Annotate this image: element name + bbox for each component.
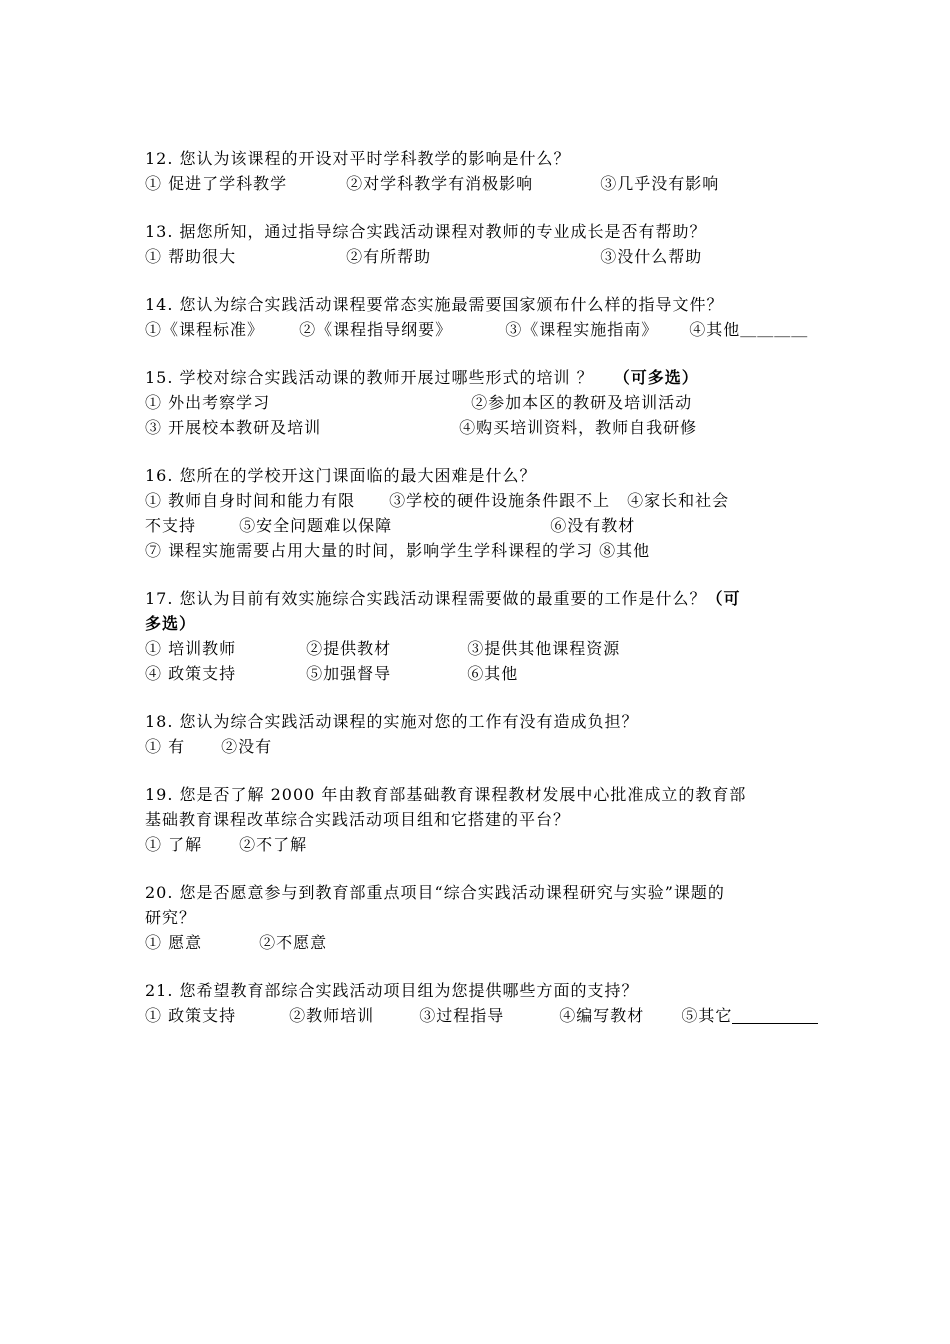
options-row <box>145 415 815 440</box>
options-row <box>145 734 815 759</box>
option: ① 帮助很大 <box>145 247 237 266</box>
multi-select-note: （可 <box>706 589 741 608</box>
question-17 <box>145 586 815 686</box>
option: ④其他＿＿＿＿ <box>689 320 809 339</box>
question-12 <box>145 146 815 196</box>
question-15 <box>145 365 815 440</box>
option: ①《课程标准》 <box>145 320 265 339</box>
option: ⑤加强督导 <box>306 664 392 683</box>
options-row <box>145 317 815 342</box>
option: ① 了解 <box>145 835 203 854</box>
options-row <box>145 513 815 538</box>
question-title <box>145 586 815 611</box>
question-18 <box>145 709 815 759</box>
option: ⑤其它 <box>681 1006 733 1025</box>
option: ②对学科教学有消极影响 <box>346 174 534 193</box>
option: ③ 开展校本教研及培训 <box>145 418 322 437</box>
question-title-text: 17. 您认为目前有效实施综合实践活动课程需要做的最重要的工作是什么？ <box>145 589 707 608</box>
question-title: 13. 据您所知，通过指导综合实践活动课程对教师的专业成长是否有帮助？ <box>145 222 707 241</box>
option: ②不愿意 <box>259 933 328 952</box>
question-19 <box>145 782 815 857</box>
questionnaire-page <box>145 146 815 1051</box>
option: ④编写教材 <box>559 1006 645 1025</box>
options-row <box>145 930 815 955</box>
question-title-text: 15. 学校对综合实践活动课的教师开展过哪些形式的培训 ？ <box>145 368 594 387</box>
question-title: 14. 您认为综合实践活动课程要常态实施最需要国家颁布什么样的指导文件？ <box>145 295 724 314</box>
option: ③过程指导 <box>419 1006 505 1025</box>
option: ① 有 <box>145 737 186 756</box>
question-title: 21. 您希望教育部综合实践活动项目组为您提供哪些方面的支持？ <box>145 981 639 1000</box>
option: ① 培训教师 <box>145 639 237 658</box>
option: ③《课程实施指南》 <box>505 320 659 339</box>
question-title: 18. 您认为综合实践活动课程的实施对您的工作有没有造成负担？ <box>145 712 639 731</box>
multi-select-note: （可多选） <box>613 368 699 387</box>
option: ②教师培训 <box>289 1006 375 1025</box>
question-21 <box>145 978 815 1028</box>
option: ②《课程指导纲要》 <box>299 320 453 339</box>
question-16 <box>145 463 815 563</box>
question-20 <box>145 880 815 955</box>
option: ① 外出考察学习 <box>145 393 271 412</box>
options-row <box>145 244 815 269</box>
question-title: 12. 您认为该课程的开设对平时学科教学的影响是什么？ <box>145 149 571 168</box>
option: ① 政策支持 <box>145 1006 237 1025</box>
option: ②没有 <box>221 737 273 756</box>
option: ④ 政策支持 <box>145 664 237 683</box>
options-row <box>145 636 815 661</box>
option: ⑥没有教材 <box>550 516 636 535</box>
options-row <box>145 390 815 415</box>
option: ②参加本区的教研及培训活动 <box>471 393 693 412</box>
option: ②有所帮助 <box>346 247 432 266</box>
multi-select-note-continued: 多选） <box>145 614 197 633</box>
option: ① 愿意 <box>145 933 203 952</box>
option: ③提供其他课程资源 <box>467 639 621 658</box>
question-14 <box>145 292 815 342</box>
options-row <box>145 1003 815 1028</box>
option: ⑤安全问题难以保障 <box>239 516 393 535</box>
question-title <box>145 365 815 390</box>
options-row <box>145 832 815 857</box>
option: ④购买培训资料，教师自我研修 <box>459 418 698 437</box>
option: ②提供教材 <box>306 639 392 658</box>
option: ① 促进了学科教学 <box>145 174 288 193</box>
options-row: ⑦ 课程实施需要占用大量的时间，影响学生学科课程的学习 ⑧其他 <box>145 541 651 560</box>
question-title-continued: 基础教育课程改革综合实践活动项目组和它搭建的平台？ <box>145 810 571 829</box>
options-row <box>145 171 815 196</box>
question-title: 19. 您是否了解 2000 年由教育部基础教育课程教材发展中心批准成立的教育部 <box>145 785 747 804</box>
question-title: 20. 您是否愿意参与到教育部重点项目“综合实践活动课程研究与实验”课题的 <box>145 883 725 902</box>
option: ③没什么帮助 <box>600 247 703 266</box>
option-continued: 不支持 <box>145 516 197 535</box>
option: ③几乎没有影响 <box>600 174 720 193</box>
question-title: 16. 您所在的学校开这门课面临的最大困难是什么？ <box>145 466 537 485</box>
options-row <box>145 661 815 686</box>
option: ②不了解 <box>239 835 308 854</box>
fill-in-blank <box>732 1007 818 1024</box>
question-title-continued: 研究？ <box>145 908 197 927</box>
options-row: ① 教师自身时间和能力有限 ③学校的硬件设施条件跟不上 ④家长和社会 <box>145 491 730 510</box>
question-13 <box>145 219 815 269</box>
option: ⑥其他 <box>467 664 519 683</box>
